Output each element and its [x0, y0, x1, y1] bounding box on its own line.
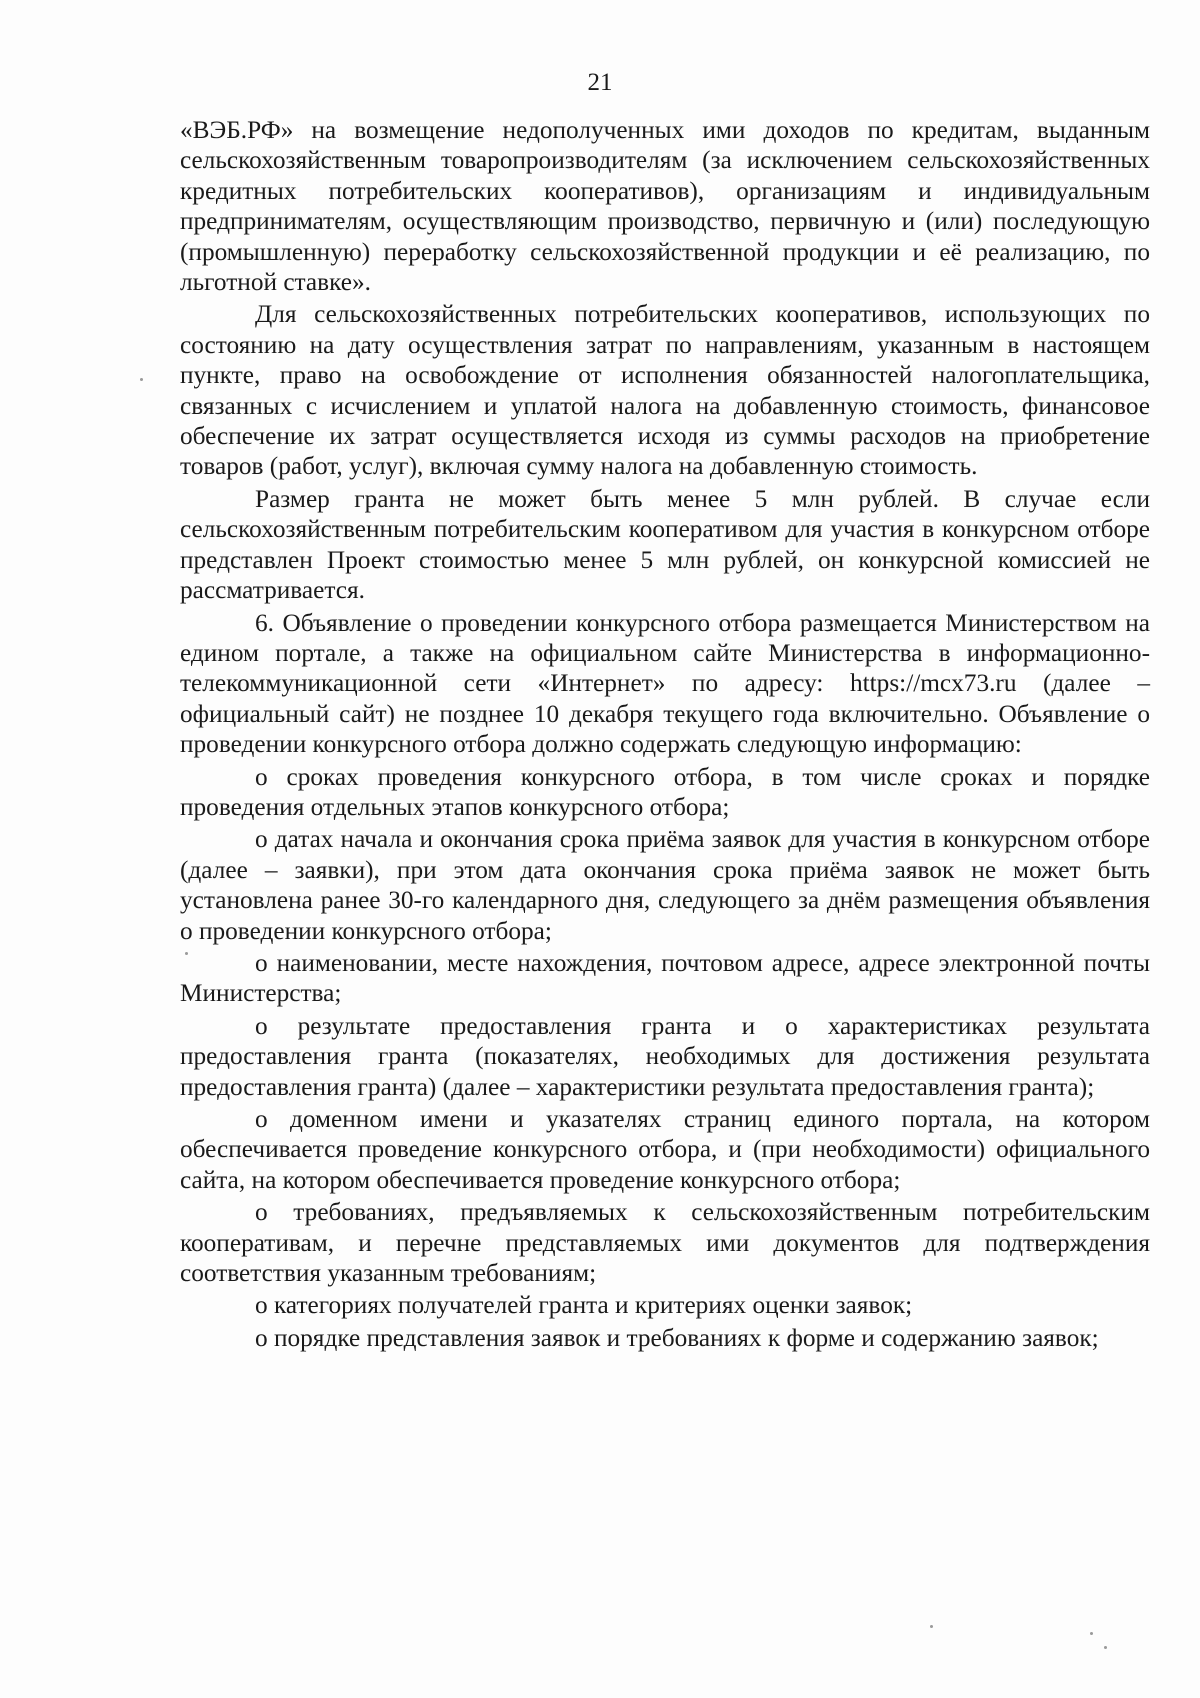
list-item-dates: о датах начала и окончания срока приёма заявок для участия в конкурсном отборе (далее – заявки), при этом дата окончания срока приёма заявок не может быть установлена ранее 30-го календарного дня, следующего за днём размещения объявления о проведении конкурсного отбора; [180, 825, 1150, 945]
list-item-domain-name: о доменном имени и указателях страниц единого портала, на котором обеспечивается проведение конкурсного отбора, и (при необходимости) официального сайта, на котором обеспечивается проведение конкурсного отбора; [180, 1105, 1150, 1194]
list-item-ministry-contacts: о наименовании, месте нахождения, почтовом адресе, адресе электронной почты Министерства; [180, 948, 1150, 1008]
scan-speck [185, 952, 188, 955]
list-item-application-procedure: о порядке представления заявок и требованиях к форме и содержанию заявок; [255, 1323, 1099, 1352]
list-item-terms: о сроках проведения конкурсного отбора, в том числе сроках и порядке проведения отдельных этапов конкурсного отбора; [180, 762, 1150, 821]
paragraph-vat-cooperatives: Для сельскохозяйственных потребительских кооперативов, использующих по состоянию на дату осуществления затрат по направлениям, указанным в настоящем пункте, право на освобождение от исполнения обязанностей налогоплательщика, связанных с исчислением и уплатой налога на добавленную стоимость, финансовое обеспечение их затрат осуществляется исходя из суммы расходов на приобретение товаров (работ, услуг), включая сумму налога на добавленную стоимость. [180, 300, 1150, 481]
list-item-recipient-categories: о категориях получателей гранта и критериях оценки заявок; [255, 1291, 913, 1320]
document-body [180, 115, 1150, 1353]
scan-speck [1090, 1632, 1093, 1635]
page-number: 21 [587, 69, 613, 96]
scan-speck [1104, 1646, 1107, 1649]
paragraph-veb-continuation: «ВЭБ.РФ» на возмещение недополученных ими доходов по кредитам, выданным сельскохозяйственным товаропроизводителям (за исключением сельскохозяйственных кредитных потребительских кооперативов), организациям и индивидуальным предпринимателям, осуществляющим производство, первичную и (или) последующую (промышленную) переработку сельскохозяйственной продукции и её реализацию, по льготной ставке». [180, 116, 1150, 297]
list-item-grant-result: о результате предоставления гранта и о характеристиках результата предоставления гранта (показателях, необходимых для достижения результата предоставления гранта) (далее – характеристики результата предоставления гранта); [180, 1011, 1150, 1101]
paragraph-item-6: 6. Объявление о проведении конкурсного отбора размещается Министерством на едином портале, а также на официальном сайте Министерства в информационно-телекоммуникационной сети «Интернет» по адресу: https://mcx73.ru (далее – официальный сайт) не позднее 10 декабря текущего года включительно. Объявление о проведении конкурсного отбора должно содержать следующую информацию: [180, 608, 1150, 759]
list-item-requirements: о требованиях, предъявляемых к сельскохозяйственным потребительским кооперативам, и перечне представляемых ими документов для подтверждения соответствия указанным требованиям; [180, 1198, 1150, 1288]
paragraph-grant-size: Размер гранта не может быть менее 5 млн рублей. В случае если сельскохозяйственным потребительским кооперативом для участия в конкурсном отборе представлен Проект стоимостью менее 5 млн рублей, он конкурсной комиссией не рассматривается. [180, 484, 1150, 605]
scan-speck [140, 378, 143, 381]
scan-speck [930, 1625, 933, 1628]
